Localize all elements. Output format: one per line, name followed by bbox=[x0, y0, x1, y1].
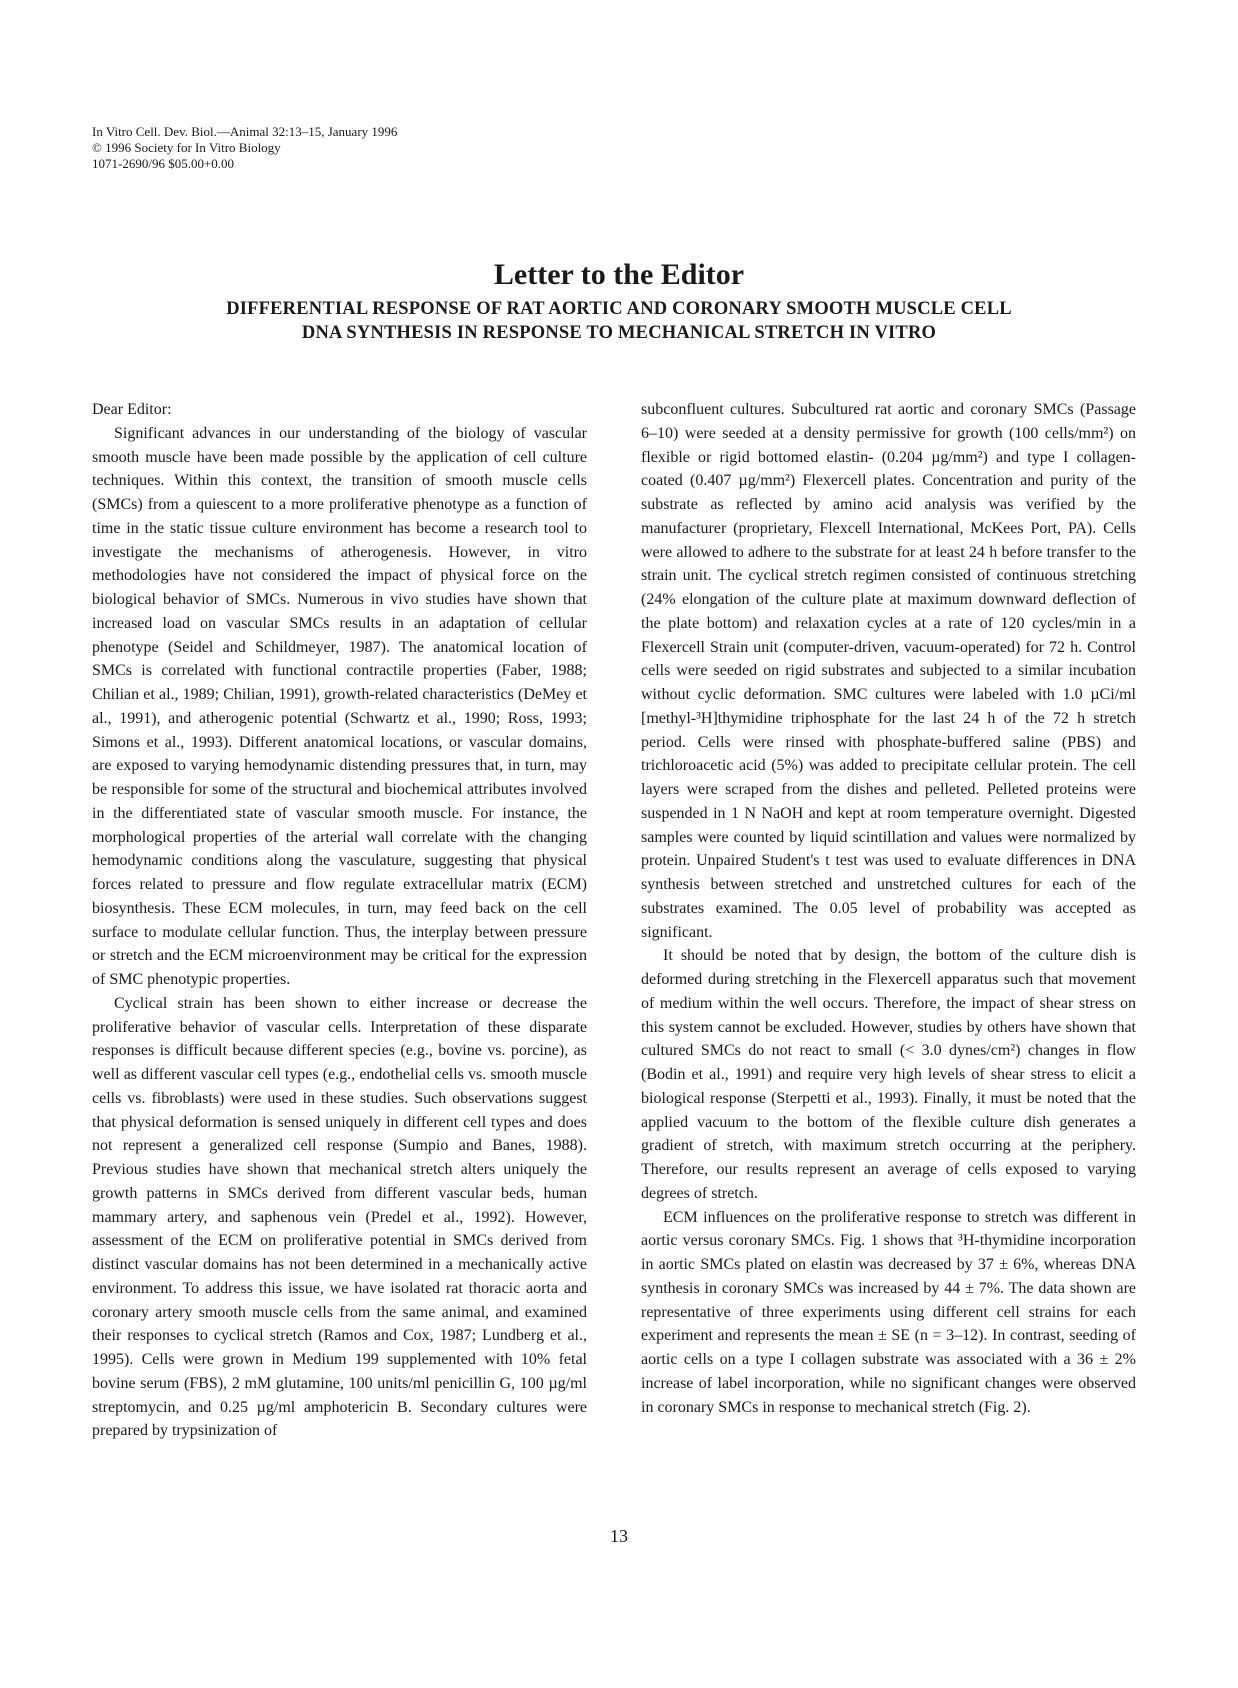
body-paragraph: Significant advances in our understanding of the biology of vascular smooth muscle have been made possible by the application of cell culture techniques. Within this context, the transition of smooth muscle cells (SMCs) from a quiescent to a more proliferative phenotype as a function of time in the static tissue culture environment has become a research tool to investigate the mechanisms of atherogenesis. However, in vitro methodologies have not considered the impact of physical force on the biological behavior of SMCs. Numerous in vivo studies have shown that increased load on vascular SMCs results in an adaptation of cellular phenotype (Seidel and Schildmeyer, 1987). The anatomical location of SMCs is correlated with functional contractile properties (Faber, 1988; Chilian et al., 1989; Chilian, 1991), growth-related characteristics (DeMey et al., 1991), and atherogenic potential (Schwartz et al., 1990; Ross, 1993; Simons et al., 1993). Different anatomical locations, or vascular domains, are exposed to varying hemodynamic distending pressures that, in turn, may be responsible for some of the structural and biochemical attributes involved in the differentiated state of vascular smooth muscle. For instance, the morphological properties of the arterial wall correlate with the changing hemodynamic conditions along the vasculature, suggesting that physical forces related to pressure and flow regulate extracellular matrix (ECM) biosynthesis. These ECM molecules, in turn, may feed back on the cell surface to modulate cellular function. Thus, the interplay between pressure or stretch and the ECM microenvironment may be critical for the expression of SMC phenotypic properties. bbox=[92, 424, 587, 988]
body-paragraph: It should be noted that by design, the bottom of the culture dish is deformed during stretching in the Flexercell apparatus such that movement of medium within the well occurs. Therefore, the impact of shear stress on this system cannot be excluded. However, studies by others have shown that cultured SMCs do not react to small (< 3.0 dynes/cm²) changes in flow (Bodin et al., 1991) and require very high levels of shear stress to elicit a biological response (Sterpetti et al., 1993). Finally, it must be noted that the applied vacuum to the bottom of the flexible culture dish generates a gradient of stretch, with maximum stretch occurring at the periphery. Therefore, our results represent an average of cells exposed to varying degrees of stretch. bbox=[641, 947, 1136, 1202]
article-title-line-1: DIFFERENTIAL RESPONSE OF RAT AORTIC AND CORONARY SMOOTH MUSCLE CELL bbox=[226, 299, 1012, 319]
body-paragraph: ECM influences on the proliferative response to stretch was different in aortic versus coronary SMCs. Fig. 1 shows that ³H-thymidine incorporation in aortic SMCs plated on elastin was decreased by 37 ± 6%, whereas DNA synthesis in coronary SMCs was increased by 44 ± 7%. The data shown are representative of three experiments using different cell strains for each experiment and represents the mean ± SE (n = 3–12). In contrast, seeding of aortic cells on a type I collagen substrate was associated with a 36 ± 2% increase of label incorporation, while no significant changes were observed in coronary SMCs in response to mechanical stretch (Fig. 2). bbox=[641, 1208, 1136, 1416]
body-paragraph: subconfluent cultures. Subcultured rat aortic and coronary SMCs (Passage 6–10) were seeded at a density permissive for growth (100 cells/mm²) on flexible or rigid bottomed elastin- (0.204 µg/mm²) and type I collagen-coated (0.407 µg/mm²) Flexercell plates. Concentration and purity of the substrate as reflected by amino acid analysis was verified by the manufacturer (proprietary, Flexcell International, McKees Port, PA). Cells were allowed to adhere to the substrate for at least 24 h before transfer to the strain unit. The cyclical stretch regimen consisted of continuous stretching (24% elongation of the culture plate at maximum downward deflection of the plate bottom) and relaxation cycles at a rate of 120 cycles/min in a Flexercell Strain unit (computer-driven, vacuum-operated) for 72 h. Control cells were seeded on rigid substrates and subjected to a similar incubation without cyclic deformation. SMC cultures were labeled with 1.0 µCi/ml [methyl-³H]thymidine triphosphate for the last 24 h of the 72 h stretch period. Cells were rinsed with phosphate-buffered saline (PBS) and trichloroacetic acid (5%) was added to precipitate cellular protein. The cell layers were scraped from the dishes and pelleted. Pelleted proteins were suspended in 1 N NaOH and kept at room temperature overnight. Digested samples were counted by liquid scintillation and values were normalized by protein. Unpaired Student's t test was used to evaluate differences in DNA synthesis between stretched and unstretched cultures for each of the substrates examined. The 0.05 level of probability was accepted as significant. bbox=[641, 401, 1136, 941]
article-title bbox=[150, 297, 1088, 345]
copyright-line: © 1996 Society for In Vitro Biology bbox=[92, 140, 281, 155]
issn-price-line: 1071-2690/96 $05.00+0.00 bbox=[92, 156, 235, 171]
letter-heading: Letter to the Editor bbox=[493, 258, 745, 291]
salutation: Dear Editor: bbox=[92, 401, 172, 418]
page-number: 13 bbox=[610, 1526, 628, 1546]
body-paragraph: Cyclical strain has been shown to either increase or decrease the proliferative behavior of vascular cells. Interpretation of these disparate responses is difficult because different species (e.g., bovine vs. porcine), as well as different vascular cell types (e.g., endothelial cells vs. smooth muscle cells vs. fibroblasts) were used in these studies. Such observations suggest that physical deformation is sensed uniquely in different cell types and does not represent a generalized cell response (Sumpio and Banes, 1988). Previous studies have shown that mechanical stretch alters uniquely the growth patterns in SMCs derived from different vascular beds, human mammary artery, and saphenous vein (Predel et al., 1992). However, assessment of the ECM on proliferative potential in SMCs derived from distinct vascular domains has not been determined in a mechanically active environment. To address this issue, we have isolated rat thoracic aorta and coronary artery smooth muscle cells from the same animal, and examined their responses to cyclical stretch (Ramos and Cox, 1987; Lundberg et al., 1995). Cells were grown in Medium 199 supplemented with 10% fetal bovine serum (FBS), 2 mM glutamine, 100 units/ml penicillin G, 100 µg/ml streptomycin, and 0.25 µg/ml amphotericin B. Secondary cultures were prepared by trypsinization of bbox=[92, 994, 587, 1440]
journal-citation: In Vitro Cell. Dev. Biol.—Animal 32:13–15, January 1996 bbox=[92, 124, 398, 139]
journal-citation-block bbox=[92, 124, 397, 172]
article-title-line-2: DNA SYNTHESIS IN RESPONSE TO MECHANICAL STRETCH IN VITRO bbox=[301, 323, 937, 343]
left-column bbox=[92, 398, 587, 1443]
right-column bbox=[641, 398, 1136, 1419]
